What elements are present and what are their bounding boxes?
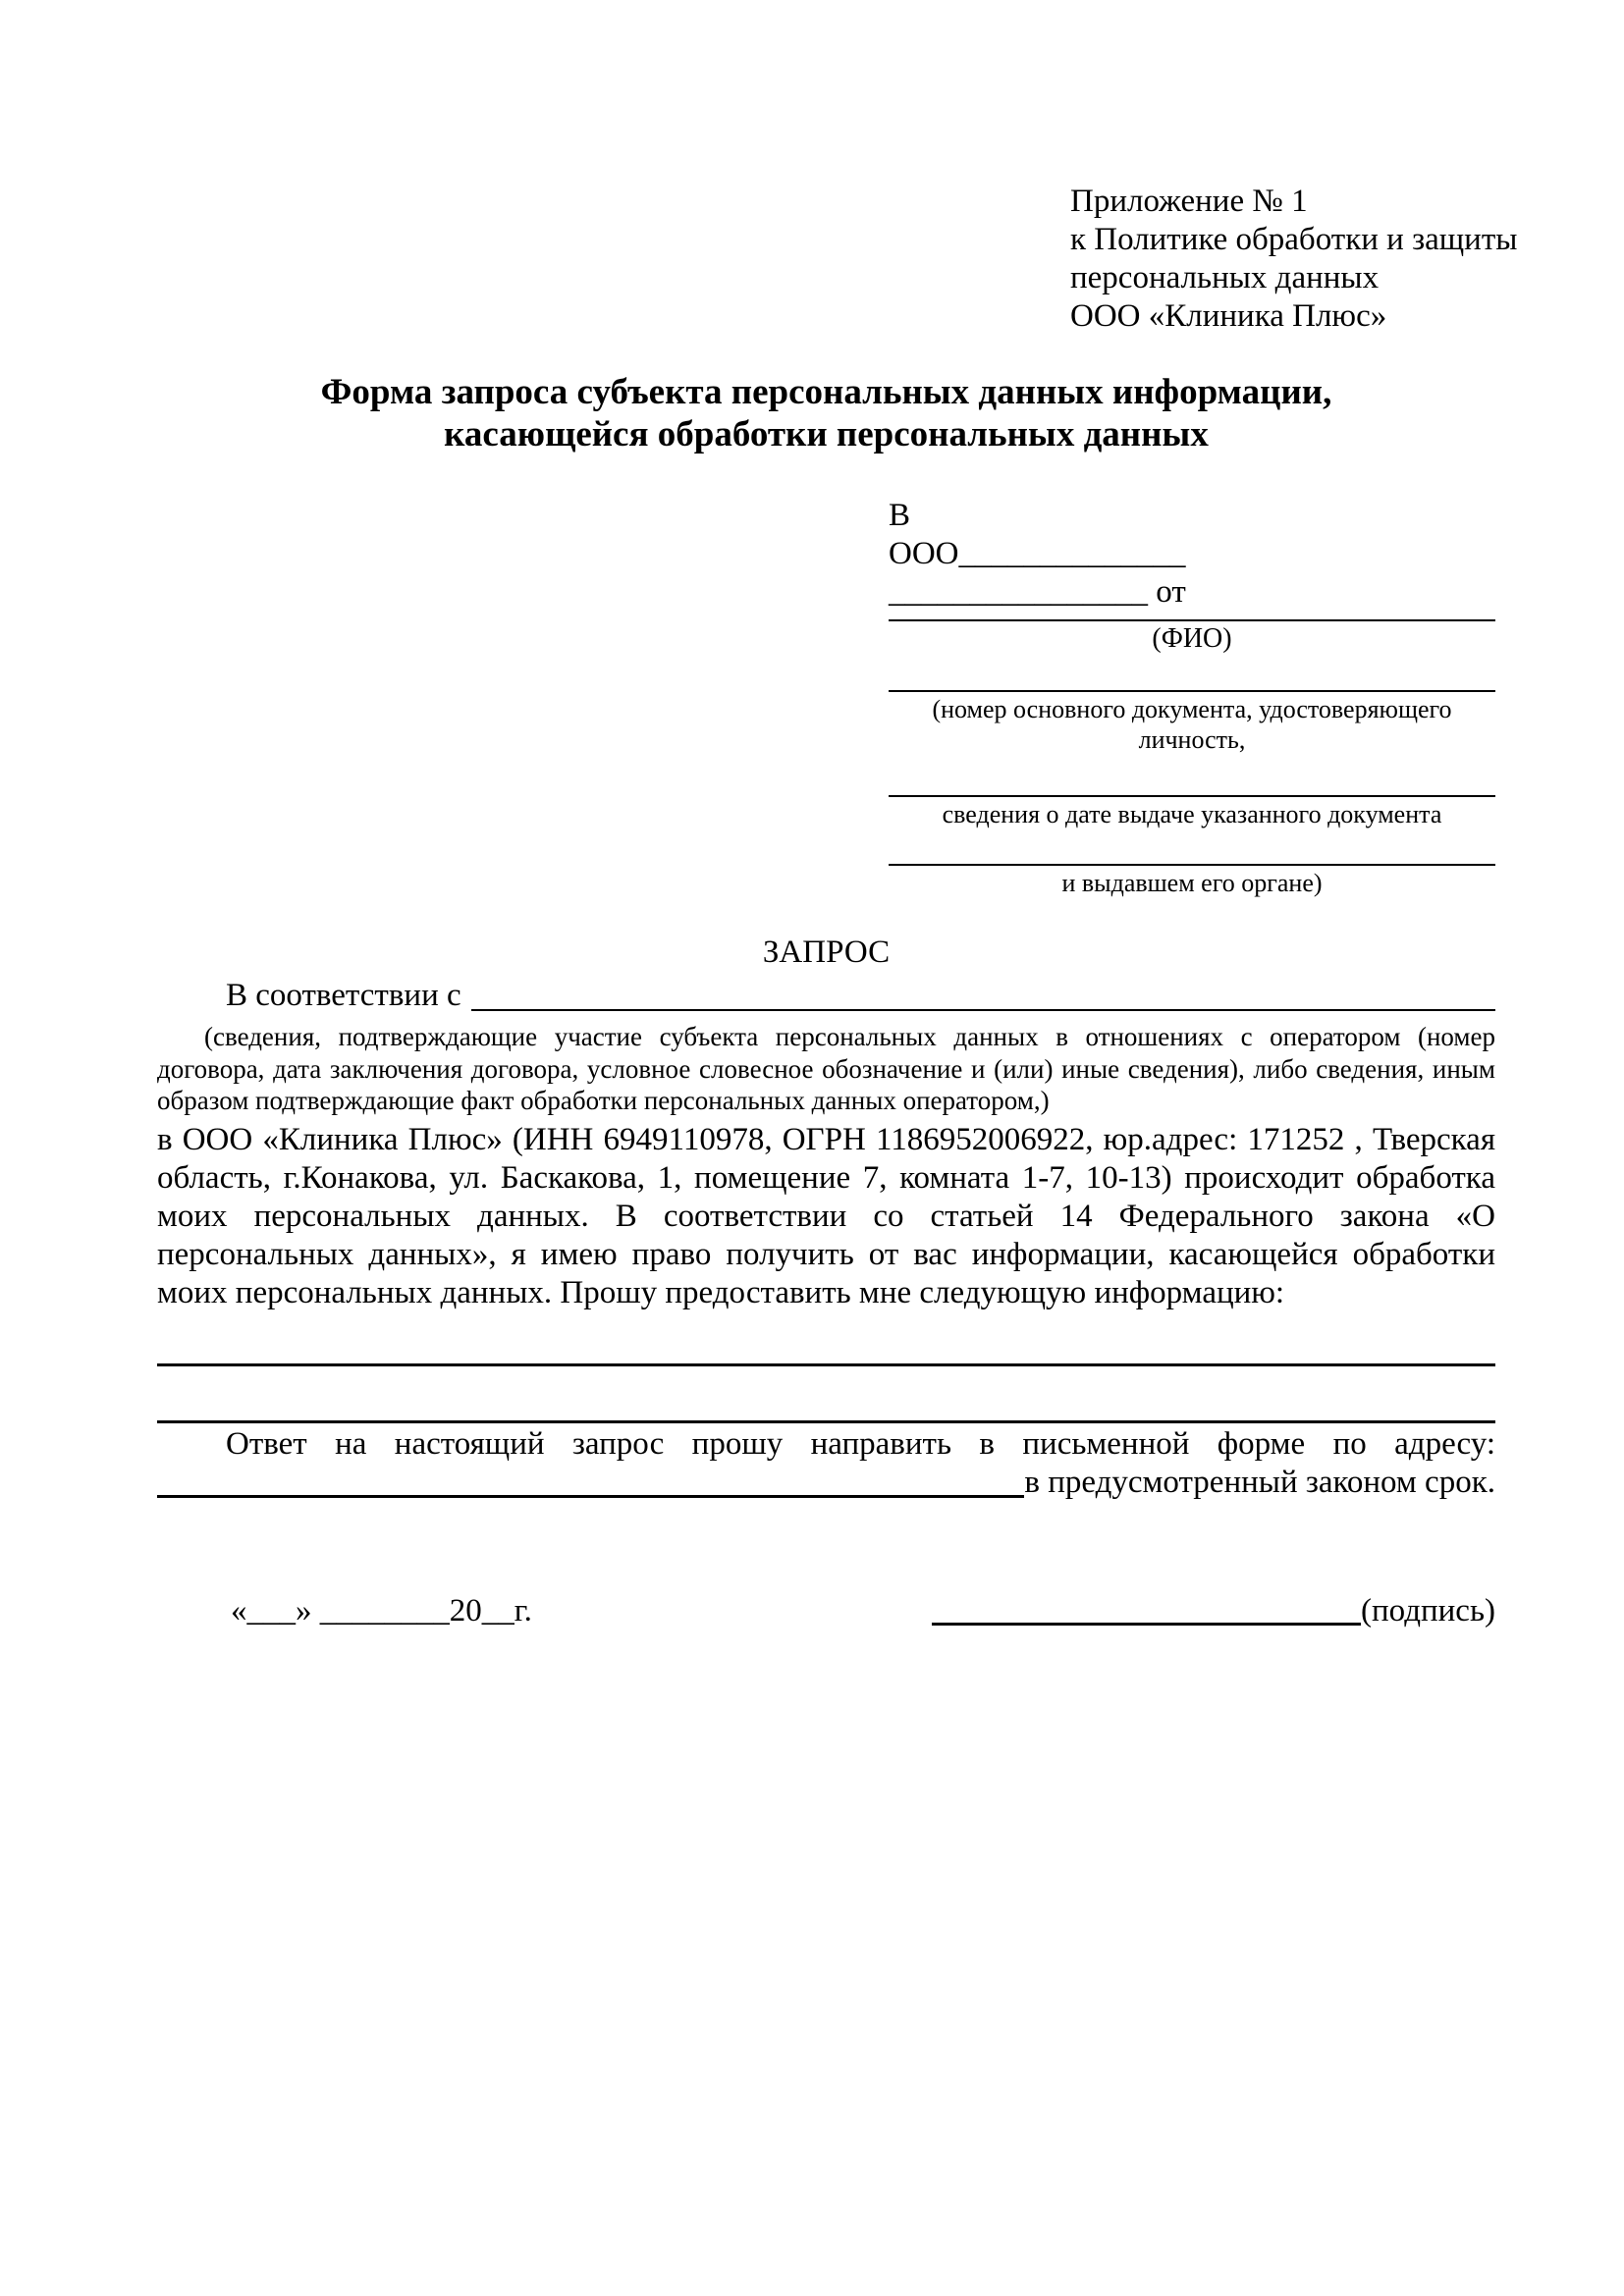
fio-field-line — [889, 619, 1495, 654]
answer-suffix: в предусмотренный законом срок. — [1024, 1464, 1495, 1500]
addressee-from-field: ________________ от — [889, 574, 1186, 610]
issuing-authority-caption: и выдавшем его органе) — [1061, 869, 1323, 897]
footer-row — [157, 1592, 1495, 1630]
addressee-block — [889, 497, 1495, 898]
document-title-line: Форма запроса субъекта персональных данных информации, — [320, 372, 1332, 412]
document-title-line: касающейся обработки персональных данных — [444, 414, 1209, 454]
appendix-block — [1070, 183, 1518, 336]
issue-date-field-line — [889, 795, 1495, 829]
according-row — [157, 977, 1495, 1015]
request-heading: ЗАПРОС — [762, 934, 891, 970]
appendix-line: ООО «Клиника Плюс» — [1070, 298, 1387, 334]
information-field-line — [157, 1312, 1495, 1366]
information-field-line — [157, 1366, 1495, 1423]
addressee-to-label: В — [889, 498, 911, 533]
issue-date-caption: сведения о дате выдаче указанного документа — [942, 800, 1442, 828]
date-field: «___» ________20__г. — [231, 1592, 532, 1629]
appendix-line: к Политике обработки и защиты — [1070, 222, 1518, 257]
addressee-org-field: ООО______________ — [889, 536, 1186, 571]
according-label: В соответствии с — [226, 978, 461, 1013]
fine-print-note: (сведения, подтверждающие участие субъекта персональных данных в отношениях с оператором (номер договора, дата заключения договора, условное словесное обозначение и (или) иные сведения), либо сведения, иным образом подтверждающие факт обработки персональных данных оператором,) — [157, 1022, 1495, 1115]
according-field-line — [471, 1009, 1495, 1011]
document-content — [157, 0, 1518, 1630]
issuing-authority-field-line — [889, 864, 1495, 898]
request-body-paragraph: в ООО «Клиника Плюс» (ИНН 6949110978, ОГРН 1186952006922, юр.адрес: 171252 , Тверская область, г.Конакова, ул. Баскакова, 1, помещение 7, комната 1-7, 10-13) происходит обработка моих персональных данных. В соответствии со статьей 14 Федерального закона «О персональных данных», я имею право получить от вас информации, касающейся обработки моих персональных данных. Прошу предоставить мне следующую информацию: — [157, 1121, 1495, 1310]
signature-field-line — [932, 1623, 1361, 1626]
appendix-line: Приложение № 1 — [1070, 184, 1308, 219]
address-field-line — [157, 1495, 1024, 1498]
appendix-line: персональных данных — [1070, 260, 1380, 295]
answer-paragraph: Ответ на настоящий запрос прошу направить в письменной форме по адресу: — [226, 1425, 1495, 1462]
fio-caption: (ФИО) — [1152, 623, 1232, 654]
document-title — [157, 371, 1495, 455]
address-row — [157, 1464, 1495, 1502]
document-number-field-line — [889, 690, 1495, 755]
signature-caption: (подпись) — [1361, 1592, 1495, 1629]
document-number-caption: (номер основного документа, удостоверяющего личность, — [932, 695, 1452, 754]
signature-group — [932, 1592, 1495, 1630]
